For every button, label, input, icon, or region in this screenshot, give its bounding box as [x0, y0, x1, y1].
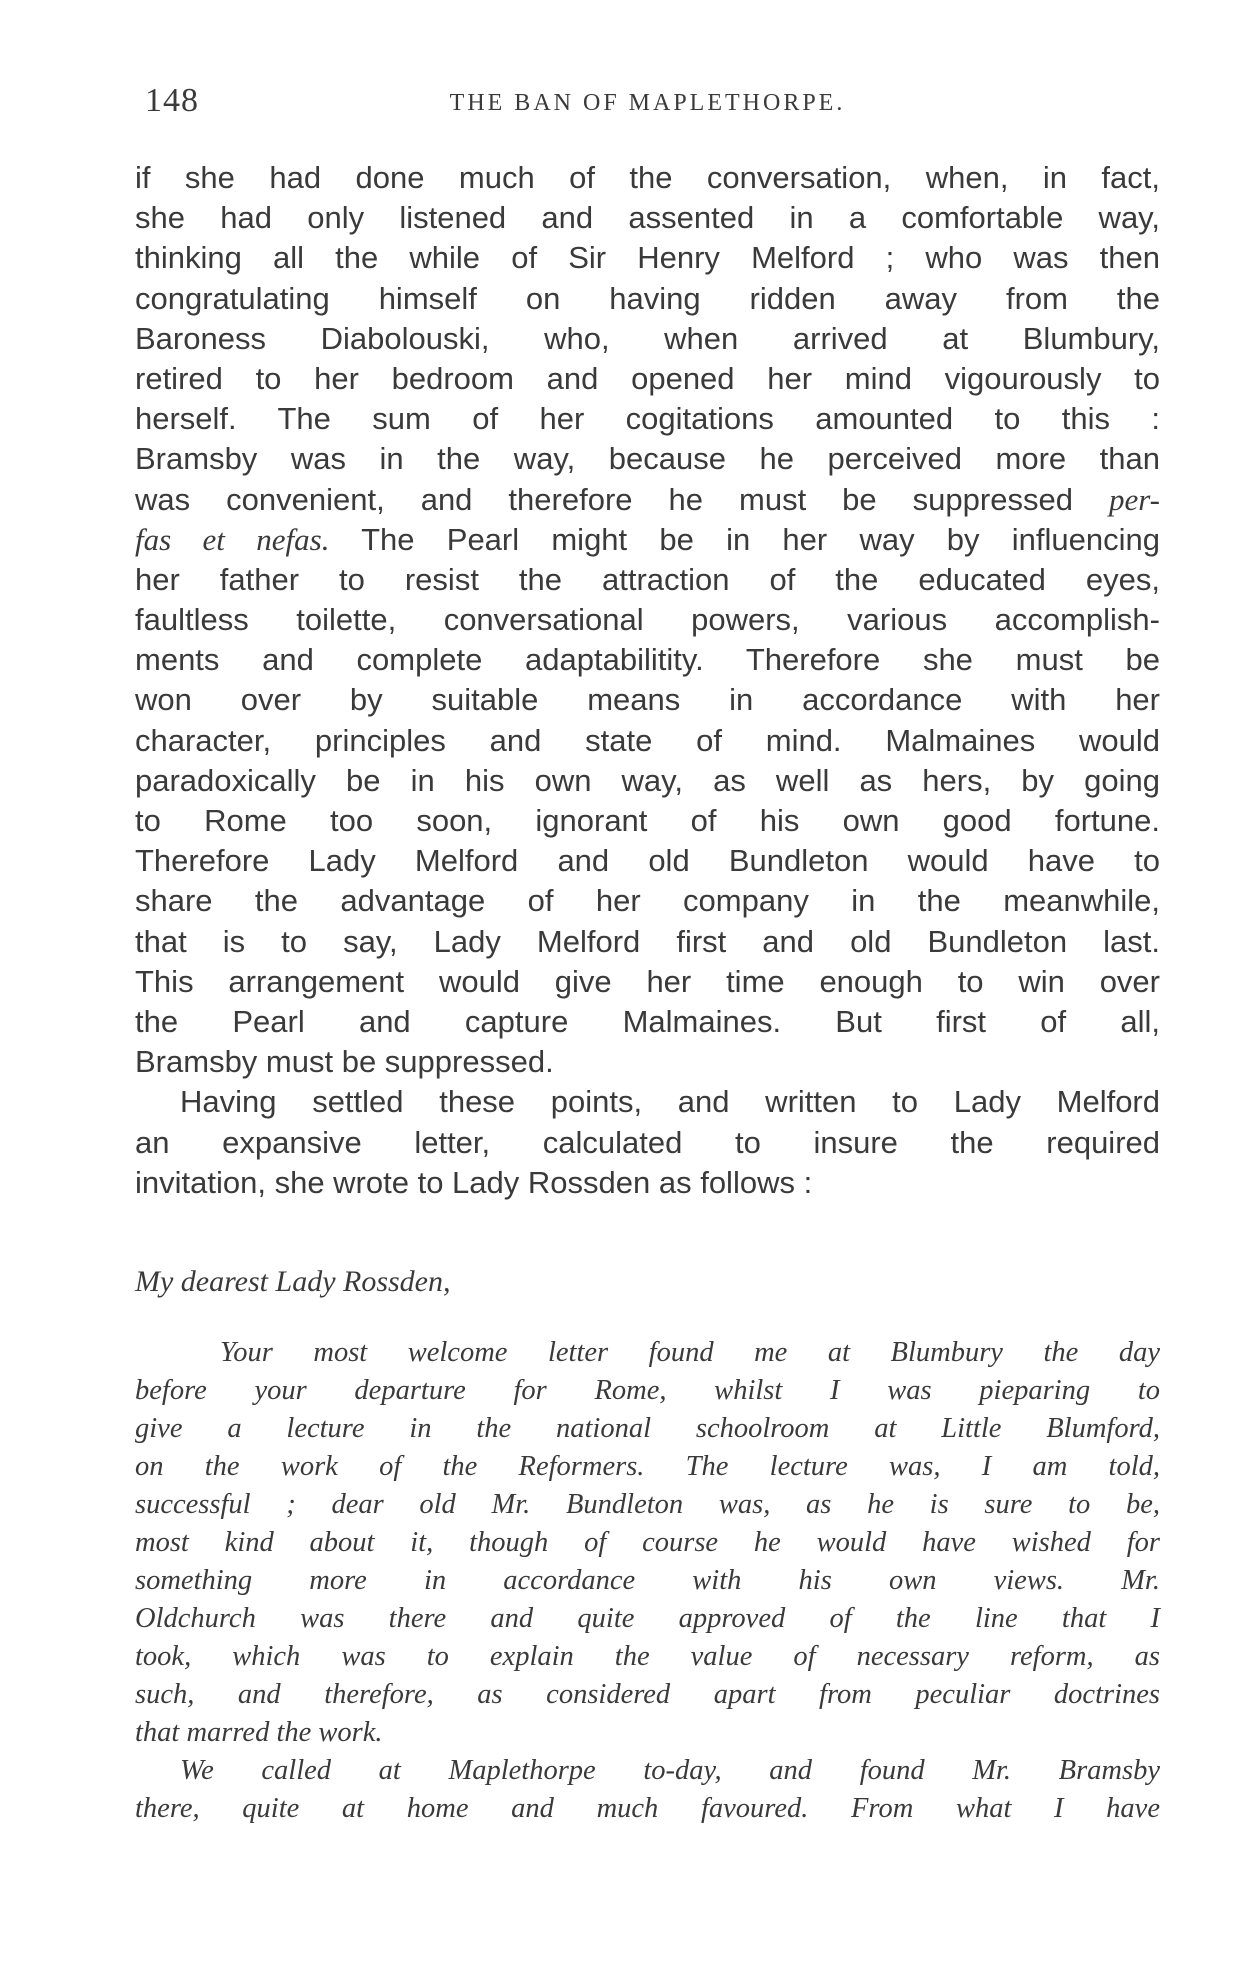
- letter-line: such, and therefore, as considered apart from peculiar doctrines: [135, 1679, 1160, 1710]
- text-line: This arrangement would give her time enough to win over: [135, 963, 1160, 999]
- text-line: congratulating himself on having ridden away from the: [135, 280, 1160, 316]
- latin-phrase: per-: [1108, 481, 1160, 517]
- body-text: [135, 158, 1160, 1203]
- letter-line: successful ; dear old Mr. Bundleton was, as he is sure to be,: [135, 1489, 1160, 1520]
- text-line: retired to her bedroom and opened her mind vigourously to: [135, 360, 1160, 396]
- letter-line: took, which was to explain the value of necessary reform, as: [135, 1641, 1160, 1672]
- text-line: Therefore Lady Melford and old Bundleton would have to: [135, 843, 1160, 879]
- letter-line: that marred the work.: [135, 1717, 383, 1748]
- text-line: herself. The sum of her cogitations amounted to this :: [135, 401, 1160, 437]
- letter-line: Your most welcome letter found me at Blumbury the day: [220, 1337, 1160, 1368]
- text-line: paradoxically be in his own way, as well as hers, by going: [135, 762, 1160, 798]
- letter-salutation: My dearest Lady Rossden,: [135, 1265, 451, 1298]
- text-line: character, principles and state of mind. Malmaines would: [135, 722, 1160, 758]
- page-header: [135, 82, 1160, 132]
- letter-line: before your departure for Rome, whilst I was pieparing to: [135, 1375, 1160, 1406]
- letter-line: We called at Maplethorpe to-day, and found Mr. Bramsby: [180, 1755, 1160, 1786]
- text-segment: The Pearl might be in her way by influencing: [361, 521, 1160, 557]
- letter-line: most kind about it, though of course he would have wished for: [135, 1527, 1160, 1558]
- text-line: won over by suitable means in accordance with her: [135, 682, 1160, 718]
- text-line: [135, 520, 1160, 560]
- text-line: faultless toilette, conversational powers, various accomplish-: [135, 602, 1160, 638]
- text-line: she had only listened and assented in a comfortable way,: [135, 200, 1160, 236]
- letter-line: there, quite at home and much favoured. From what I have: [135, 1793, 1160, 1824]
- letter-line: Oldchurch was there and quite approved of the line that I: [135, 1603, 1160, 1634]
- latin-phrase: fas et nefas.: [135, 521, 330, 557]
- text-line: Bramsby was in the way, because he perceived more than: [135, 441, 1160, 477]
- text-line: thinking all the while of Sir Henry Melford ; who was then: [135, 240, 1160, 276]
- text-line: that is to say, Lady Melford first and old Bundleton last.: [135, 923, 1160, 959]
- text-line: to Rome too soon, ignorant of his own good fortune.: [135, 803, 1160, 838]
- text-line: the Pearl and capture Malmaines. But first of all,: [135, 1003, 1160, 1039]
- letter-line: something more in accordance with his own views. Mr.: [135, 1565, 1160, 1596]
- text-line: her father to resist the attraction of the educated eyes,: [135, 561, 1160, 597]
- text-line: if she had done much of the conversation, when, in fact,: [135, 160, 1160, 195]
- text-line: share the advantage of her company in the meanwhile,: [135, 883, 1160, 919]
- page-number: 148: [145, 82, 199, 119]
- letter-line: on the work of the Reformers. The lecture was, I am told,: [135, 1451, 1160, 1482]
- text-line: invitation, she wrote to Lady Rossden as follows :: [135, 1164, 813, 1200]
- text-line: Bramsby must be suppressed.: [135, 1044, 554, 1080]
- letter-line: give a lecture in the national schoolroom at Little Blumford,: [135, 1413, 1160, 1444]
- running-head: THE BAN OF MAPLETHORPE.: [449, 90, 846, 116]
- text-line: ments and complete adaptabilitity. Therefore she must be: [135, 642, 1160, 678]
- letter: [135, 1262, 1160, 1828]
- text-line: [135, 480, 1160, 520]
- text-line: Baroness Diabolouski, who, when arrived at Blumbury,: [135, 320, 1160, 356]
- text-line: Having settled these points, and written to Lady Melford: [180, 1084, 1160, 1120]
- text-segment: was convenient, and therefore he must be suppressed: [135, 481, 1073, 517]
- text-line: an expansive letter, calculated to insure the required: [135, 1124, 1160, 1160]
